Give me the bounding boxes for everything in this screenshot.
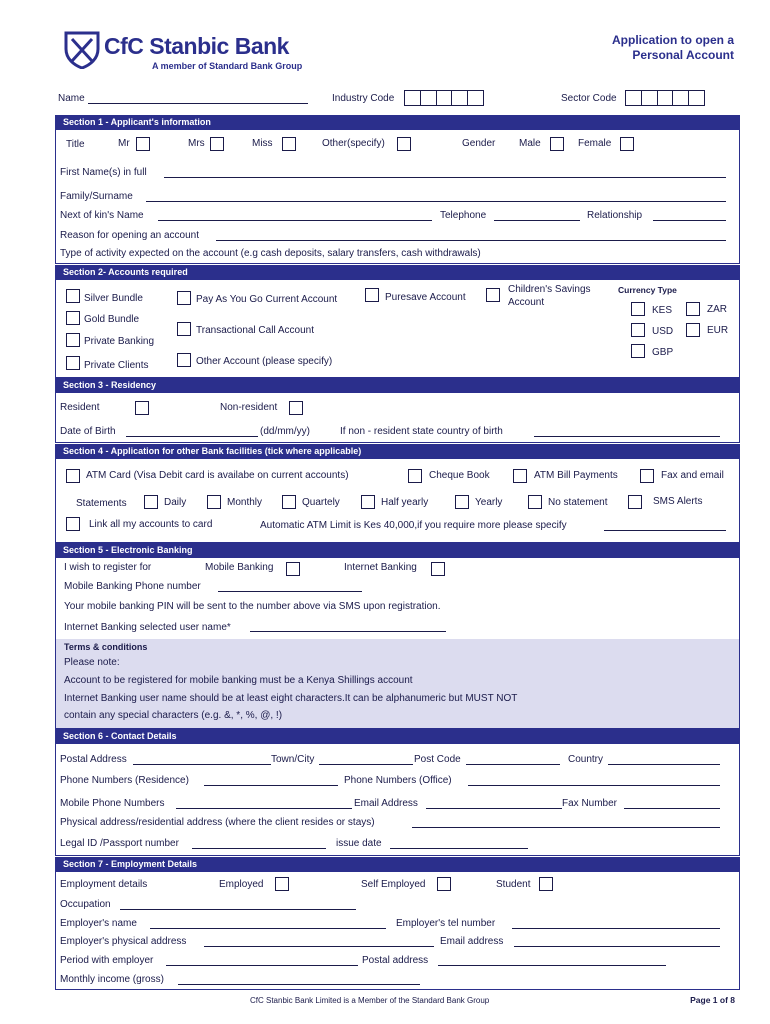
- zar-label: ZAR: [707, 304, 727, 315]
- employer-tel-field[interactable]: [512, 928, 720, 929]
- gbp-checkbox[interactable]: [631, 344, 645, 358]
- childrens-savings-checkbox[interactable]: [486, 288, 500, 302]
- payg-checkbox[interactable]: [177, 291, 191, 305]
- section-4-header: Section 4 - Application for other Bank facilities (tick where applicable): [55, 444, 740, 459]
- mrs-label: Mrs: [188, 138, 205, 149]
- half-yearly-checkbox[interactable]: [361, 495, 375, 509]
- dob-format-label: (dd/mm/yy): [260, 426, 310, 437]
- employer-name-label: Employer's name: [60, 918, 137, 929]
- self-employed-checkbox[interactable]: [437, 877, 451, 891]
- atm-limit-field[interactable]: [604, 530, 726, 531]
- title-label: Title: [66, 139, 85, 150]
- legal-id-field[interactable]: [192, 848, 326, 849]
- relationship-field[interactable]: [653, 220, 726, 221]
- town-label: Town/City: [271, 754, 315, 765]
- email-address-label: Email Address: [354, 798, 418, 809]
- reason-field[interactable]: [216, 240, 726, 241]
- employer-postal-label: Postal address: [362, 955, 429, 966]
- activity-label: Type of activity expected on the account (e.g cash deposits, salary transfers, cash withdrawals): [60, 248, 481, 259]
- employed-label: Employed: [219, 879, 264, 890]
- income-label: Monthly income (gross): [60, 974, 164, 985]
- family-field[interactable]: [146, 201, 726, 202]
- mr-label: Mr: [118, 138, 130, 149]
- section-5-header: Section 5 - Electronic Banking: [55, 543, 740, 558]
- postal-address-field[interactable]: [133, 764, 271, 765]
- employer-address-field[interactable]: [204, 946, 434, 947]
- name-field[interactable]: [88, 103, 308, 104]
- first-names-field[interactable]: [164, 177, 726, 178]
- zar-checkbox[interactable]: [686, 302, 700, 316]
- yearly-checkbox[interactable]: [455, 495, 469, 509]
- gender-label: Gender: [462, 138, 496, 149]
- reason-label: Reason for opening an account: [60, 230, 199, 241]
- email-address-field[interactable]: [426, 808, 562, 809]
- sector-code-label: Sector Code: [561, 93, 617, 104]
- phone-office-field[interactable]: [468, 785, 720, 786]
- no-statement-label: No statement: [548, 497, 608, 508]
- phone-residence-field[interactable]: [204, 785, 338, 786]
- eur-checkbox[interactable]: [686, 323, 700, 337]
- country-field[interactable]: [608, 764, 720, 765]
- currency-type-label: Currency Type: [618, 285, 677, 295]
- phone-residence-label: Phone Numbers (Residence): [60, 775, 189, 786]
- income-field[interactable]: [178, 984, 420, 985]
- employer-name-field[interactable]: [150, 928, 386, 929]
- mobile-banking-checkbox[interactable]: [286, 562, 300, 576]
- dob-label: Date of Birth: [60, 426, 116, 437]
- phone-office-label: Phone Numbers (Office): [344, 775, 452, 786]
- atm-card-label: ATM Card (Visa Debit card is availabe on current accounts): [86, 470, 349, 481]
- transactional-label: Transactional Call Account: [196, 325, 315, 336]
- town-field[interactable]: [319, 764, 413, 765]
- employer-email-field[interactable]: [514, 946, 720, 947]
- country-label: Country: [568, 754, 604, 765]
- childrens-savings-label-1: Children's Savings: [508, 284, 591, 295]
- occupation-field[interactable]: [120, 909, 356, 910]
- gold-bundle-checkbox[interactable]: [66, 311, 80, 325]
- mrs-checkbox[interactable]: [210, 137, 224, 151]
- form-title-line1: Application to open a: [612, 33, 734, 47]
- mobile-phone-label: Mobile Banking Phone number: [64, 581, 201, 592]
- page-number: Page 1 of 8: [690, 995, 735, 1005]
- physical-address-field[interactable]: [412, 827, 720, 828]
- terms-note: Please note:: [64, 657, 120, 668]
- usd-label: USD: [652, 326, 674, 337]
- daily-checkbox[interactable]: [144, 495, 158, 509]
- employer-tel-label: Employer's tel number: [396, 918, 496, 929]
- issue-date-field[interactable]: [390, 848, 528, 849]
- post-code-label: Post Code: [414, 754, 461, 765]
- form-title-line2: Personal Account: [632, 48, 734, 62]
- mobile-phone-field[interactable]: [218, 591, 362, 592]
- silver-bundle-checkbox[interactable]: [66, 289, 80, 303]
- period-field[interactable]: [166, 965, 358, 966]
- footer-member-text: CfC Stanbic Bank Limited is a Member of the Standard Bank Group: [250, 996, 490, 1005]
- resident-label: Resident: [60, 402, 100, 413]
- period-label: Period with employer: [60, 955, 154, 966]
- link-accounts-checkbox[interactable]: [66, 517, 80, 531]
- kes-checkbox[interactable]: [631, 302, 645, 316]
- employer-email-label: Email address: [440, 936, 504, 947]
- employment-details-label: Employment details: [60, 879, 148, 890]
- atm-limit-label: Automatic ATM Limit is Kes 40,000,if you require more please specify: [260, 520, 567, 531]
- relationship-label: Relationship: [587, 210, 643, 221]
- occupation-label: Occupation: [60, 899, 111, 910]
- half-yearly-label: Half yearly: [381, 497, 429, 508]
- miss-label: Miss: [252, 138, 273, 149]
- payg-label: Pay As You Go Current Account: [196, 294, 338, 305]
- legal-id-label: Legal ID /Passport number: [60, 838, 179, 849]
- family-label: Family/Surname: [60, 191, 133, 202]
- country-of-birth-label: If non - resident state country of birth: [340, 426, 503, 437]
- post-code-field[interactable]: [466, 764, 560, 765]
- kes-label: KES: [652, 305, 673, 316]
- industry-code-boxes[interactable]: [404, 90, 484, 106]
- next-of-kin-field[interactable]: [158, 220, 432, 221]
- issue-date-label: issue date: [336, 838, 382, 849]
- puresave-label: Puresave Account: [385, 292, 466, 303]
- section-7-header: Section 7 - Employment Details: [55, 857, 740, 872]
- section-6-header: Section 6 - Contact Details: [55, 729, 740, 744]
- physical-address-label: Physical address/residential address (where the client resides or stays): [60, 817, 375, 828]
- self-employed-label: Self Employed: [361, 879, 426, 890]
- other-account-label: Other Account (please specify): [196, 356, 333, 367]
- postal-address-label: Postal Address: [60, 754, 127, 765]
- fax-number-field[interactable]: [624, 808, 720, 809]
- shield-logo-icon: [64, 31, 100, 69]
- employed-checkbox[interactable]: [275, 877, 289, 891]
- daily-label: Daily: [164, 497, 187, 508]
- register-label: I wish to register for: [64, 562, 152, 573]
- atm-bill-label: ATM Bill Payments: [534, 470, 618, 481]
- terms-line-2: Internet Banking user name should be at least eight characters.It can be alphanumeric but MUST NOT: [64, 693, 518, 704]
- fax-email-label: Fax and email: [661, 470, 724, 481]
- sms-alerts-label: SMS Alerts: [653, 496, 703, 507]
- telephone-label: Telephone: [440, 210, 487, 221]
- telephone-field[interactable]: [494, 220, 580, 221]
- transactional-checkbox[interactable]: [177, 322, 191, 336]
- country-of-birth-field[interactable]: [534, 436, 720, 437]
- name-label: Name: [58, 93, 85, 104]
- non-resident-label: Non-resident: [220, 402, 278, 413]
- student-label: Student: [496, 879, 531, 890]
- sector-code-boxes[interactable]: [625, 90, 705, 106]
- link-accounts-label: Link all my accounts to card: [89, 519, 213, 530]
- gbp-label: GBP: [652, 347, 674, 358]
- dob-field[interactable]: [126, 436, 258, 437]
- gold-bundle-label: Gold Bundle: [84, 314, 140, 325]
- female-label: Female: [578, 138, 612, 149]
- fax-number-label: Fax Number: [562, 798, 618, 809]
- first-names-label: First Name(s) in full: [60, 167, 147, 178]
- user-name-field[interactable]: [250, 631, 446, 632]
- other-account-checkbox[interactable]: [177, 353, 191, 367]
- user-name-label: Internet Banking selected user name*: [64, 622, 231, 633]
- private-banking-checkbox[interactable]: [66, 333, 80, 347]
- terms-line-1: Account to be registered for mobile banking must be a Kenya Shillings account: [64, 675, 413, 686]
- private-clients-label: Private Clients: [84, 360, 149, 371]
- male-label: Male: [519, 138, 541, 149]
- terms-title: Terms & conditions: [64, 642, 148, 652]
- employer-postal-field[interactable]: [438, 965, 666, 966]
- private-clients-checkbox[interactable]: [66, 356, 80, 370]
- eur-label: EUR: [707, 325, 729, 336]
- other-title-label: Other(specify): [322, 138, 385, 149]
- quartely-label: Quartely: [302, 497, 340, 508]
- resident-checkbox[interactable]: [135, 401, 149, 415]
- other-title-checkbox[interactable]: [397, 137, 411, 151]
- monthly-label: Monthly: [227, 497, 263, 508]
- section-3-header: Section 3 - Residency: [55, 378, 740, 393]
- logo-text: CfC Stanbic Bank: [104, 33, 289, 59]
- childrens-savings-label-2: Account: [508, 297, 545, 308]
- non-resident-checkbox[interactable]: [289, 401, 303, 415]
- atm-bill-checkbox[interactable]: [513, 469, 527, 483]
- silver-bundle-label: Silver Bundle: [84, 293, 143, 304]
- male-checkbox[interactable]: [550, 137, 564, 151]
- mr-checkbox[interactable]: [136, 137, 150, 151]
- sms-alerts-checkbox[interactable]: [628, 495, 642, 509]
- no-statement-checkbox[interactable]: [528, 495, 542, 509]
- cheque-book-label: Cheque Book: [429, 470, 490, 481]
- logo-subtitle: A member of Standard Bank Group: [152, 61, 303, 71]
- female-checkbox[interactable]: [620, 137, 634, 151]
- usd-checkbox[interactable]: [631, 323, 645, 337]
- section-2-header: Section 2- Accounts required: [55, 265, 740, 280]
- next-of-kin-label: Next of kin's Name: [60, 210, 144, 221]
- mobile-banking-label: Mobile Banking: [205, 562, 274, 573]
- internet-banking-checkbox[interactable]: [431, 562, 445, 576]
- fax-email-checkbox[interactable]: [640, 469, 654, 483]
- industry-code-label: Industry Code: [332, 93, 395, 104]
- atm-card-checkbox[interactable]: [66, 469, 80, 483]
- miss-checkbox[interactable]: [282, 137, 296, 151]
- student-checkbox[interactable]: [539, 877, 553, 891]
- yearly-label: Yearly: [475, 497, 503, 508]
- section-1-header: Section 1 - Applicant's information: [55, 115, 740, 130]
- mobile-phones-field[interactable]: [176, 808, 352, 809]
- mobile-phones-label: Mobile Phone Numbers: [60, 798, 165, 809]
- pin-note: Your mobile banking PIN will be sent to the number above via SMS upon registration.: [64, 601, 441, 612]
- cheque-book-checkbox[interactable]: [408, 469, 422, 483]
- internet-banking-label: Internet Banking: [344, 562, 417, 573]
- monthly-checkbox[interactable]: [207, 495, 221, 509]
- private-banking-label: Private Banking: [84, 336, 155, 347]
- employer-address-label: Employer's physical address: [60, 936, 187, 947]
- quartely-checkbox[interactable]: [282, 495, 296, 509]
- terms-line-3: contain any special characters (e.g. &, *, %, @, !): [64, 710, 283, 721]
- statements-label: Statements: [76, 498, 127, 509]
- puresave-checkbox[interactable]: [365, 288, 379, 302]
